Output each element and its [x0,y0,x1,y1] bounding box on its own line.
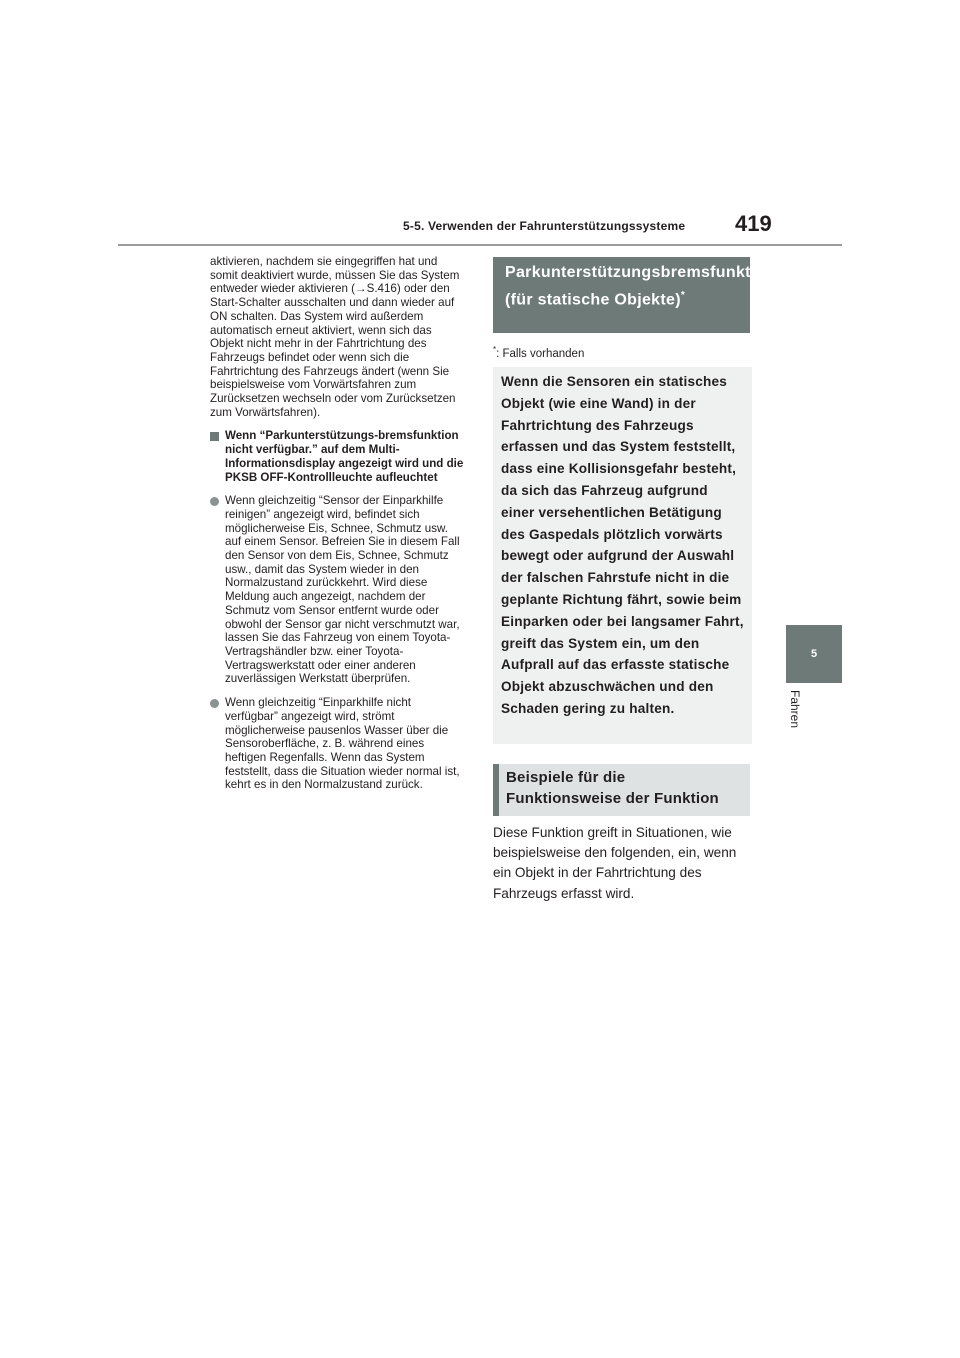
chapter-tab [786,625,842,683]
footnote-text: : Falls vorhanden [496,347,585,360]
section-heading: Beispiele für die Funktionsweise der Funktion [506,769,719,807]
heading-accent-bar [493,764,499,816]
round-bullet-icon [210,699,219,708]
left-column [210,255,466,802]
round-bullet-icon [210,497,219,506]
bullet-item [210,494,466,686]
chapter-label: Fahren [788,690,802,729]
bullet-item [210,696,466,792]
footnote-mark: * [493,345,497,354]
chapter-number: 5 [810,648,818,660]
footnote [493,345,584,360]
square-bullet-icon [210,432,219,441]
summary-text: Wenn die Sensoren ein statisches Objekt (wie eine Wand) in der Fahrtrichtung des Fahrzeugs erfassen und das System feststellt, dass eine Kollisionsgefahr besteht, da sich das Fahrzeug aufgrund einer versehentlichen Betätigung des Gaspedals plötzlich vorwärts bewegt oder aufgrund der Auswahl der falschen Fahrstufe nicht in die geplante Richtung fährt, sowie beim Einparken oder bei langsamer Fahrt, greift das System ein, um den Aufprall auf das erfasste statische Objekt abzuschwächen und den Schaden gering zu halten. [501,374,744,716]
feature-title-box [493,257,776,333]
bullet-text: Wenn gleichzeitig “Sensor der Einparkhilfe reinigen” angezeigt wird, befindet sich möglicherweise Eis, Schnee, Schmutz usw. auf einem Sensor. Befreien Sie in diesem Fall den Sensor von dem Eis, Schnee, Schmutz usw., damit das System wieder in den Normalzustand zurückkehrt. Wird diese Meldung auch angezeigt, nachdem der Schmutz vom Sensor entfernt wurde oder obwohl der Sensor gar nicht verschmutzt war, lassen Sie das Fahrzeug von einem Toyota-Vertragshändler bzw. einer Toyota-Vertragswerkstatt oder einer anderen zuverlässigen Werkstatt überprüfen. [225,494,460,686]
body-paragraph: Diese Funktion greift in Situationen, wie beispielsweise den folgenden, ein, wenn ein Objekt in der Fahrtrichtung des Fahrzeugs erfasst wird. [493,825,737,901]
summary-box [493,367,752,744]
intro-paragraph: aktivieren, nachdem sie eingegriffen hat und somit deaktiviert wurde, müssen Sie das System entweder wieder aktivieren (→S.416) oder den Start-Schalter ausschalten und dann wieder auf ON schalten. Das System wird außerdem automatisch erneut aktiviert, wenn sich das Objekt nicht mehr in der Fahrtrichtung des Fahrzeugs befindet oder wenn sich die Fahrtrichtung des Fahrzeugs ändert (wenn Sie beispielsweise vom Vorwärtsfahren zum Zurücksetzen wechseln oder vom Zurücksetzen zum Vorwärtsfahren). [210,255,460,419]
subheading-text: Wenn “Parkunterstützungs-bremsfunktion nicht verfügbar.” auf dem Multi-Informationsdisplay angezeigt wird und die PKSB OFF-Kontrollleuchte aufleuchtet [225,429,464,484]
title-asterisk: * [680,290,686,301]
subheading [210,429,466,484]
section-heading-box [493,764,750,816]
header-rule [118,244,842,246]
feature-title: Parkunterstützungsbremsfunktion (für statische Objekte) [505,264,776,309]
page-number: 419 [735,211,772,236]
running-header: 5-5. Verwenden der Fahrunterstützungssysteme [403,219,686,233]
bullet-text: Wenn gleichzeitig “Einparkhilfe nicht verfügbar” angezeigt wird, strömt möglicherweise pausenlos Wasser über die Sensoroberfläche, z. B. während eines heftigen Regenfalls. Wenn das System feststellt, dass die Situation wieder normal ist, kehrt es in den Normalzustand zurück. [225,696,460,792]
